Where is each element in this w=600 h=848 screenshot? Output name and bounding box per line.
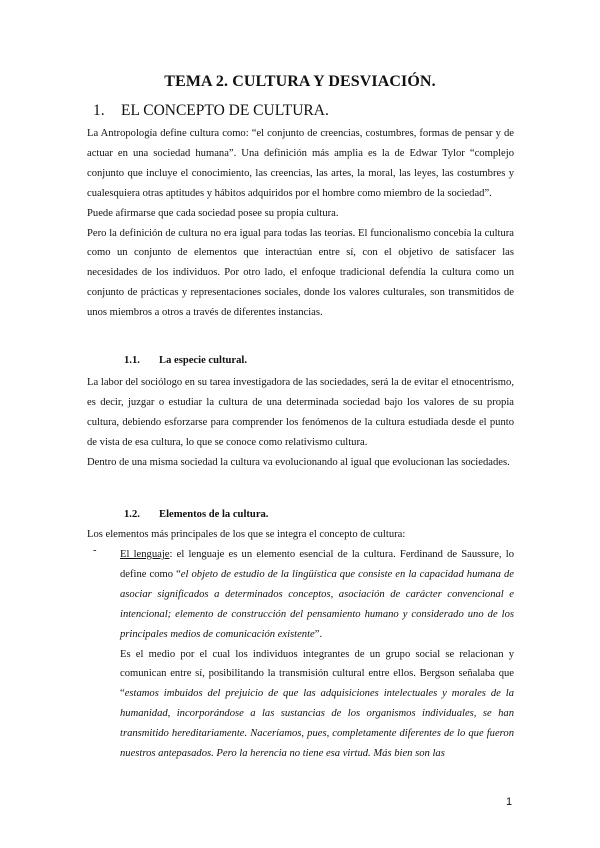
quote: estamos imbuidos del prejuicio de que las adquisiciones intelectuales y morales de la humanidad, incorporándose a las sustancias de los organismos individuales, se han transmitido hereditariamente. Naceríamos, pues, completamente diferentes de lo que fueron nuestros antepasados. Pero la herencia no tiene esa virtud. Más bien son las (120, 688, 514, 760)
paragraph: La Antropología define cultura como: “el conjunto de creencias, costumbres, formas de pensar y de actuar en una sociedad humana”. Una definición más amplia es la de Edwar Tylor “complejo conjunto que incluye el conocimiento, las creencias, las artes, la moral, las leyes, las costumbres y cualesquiera otras aptitudes y hábitos adquiridos por el hombre como miembro de la sociedad”. (87, 128, 514, 199)
section-number: 1. (93, 102, 105, 119)
subsection-number: 1.2. (124, 509, 140, 520)
quote: el objeto de estudio de la lingüística que consiste en la capacidad humana de asociar significados a determinados conceptos, asociación de carácter convencional e intencional; elemento de construcción del pensamiento humano y considerado uno de los principales medios de comunicación existente (120, 568, 514, 640)
page-number: 1 (506, 796, 513, 808)
section-body (87, 124, 514, 323)
list-item-term: El lenguaje (120, 549, 170, 560)
subsection-title: Elementos de la cultura. (159, 509, 269, 520)
paragraph: La labor del sociólogo en su tarea investigadora de las sociedades, será la de evitar el etnocentrismo, es decir, juzgar o estudiar la cultura de una determinada sociedad bajo los valores de su propia cultura, debiendo esforzarse para comprender los fenómenos de la cultura estudiada desde el punto de vista de esa cultura, lo que se conoce como relativismo cultura. (87, 377, 514, 448)
subsection-number: 1.1. (124, 355, 140, 366)
section-title: EL CONCEPTO DE CULTURA. (121, 102, 329, 119)
list-item (120, 545, 514, 764)
list-item-paragraph: El lenguaje: el lenguaje es un elemento esencial de la cultura. Ferdinand de Saussure, lo define como “el objeto de estudio de la lingüística que consiste en la capacidad humana de asociar significados a determinados conceptos, asociación de carácter convencional e intencional; elemento de construcción del pensamiento humano y considerado uno de los principales medios de comunicación existente”. (120, 549, 514, 640)
subsection-intro (87, 525, 514, 545)
document-title: TEMA 2. CULTURA Y DESVIACIÓN. (164, 73, 436, 90)
list-item-paragraph: Es el medio por el cual los individuos integrantes de un grupo social se relacionan y comunican entre sí, posibilitando la transmisión cultural entre ellos. Bergson señalaba que “estamos imbuidos del prejuicio de que las adquisiciones intelectuales y morales de la humanidad, incorporándose a las sustancias de los organismos individuales, se han transmitido hereditariamente. Naceríamos, pues, completamente diferentes de lo que fueron nuestros antepasados. Pero la herencia no tiene esa virtud. Más bien son las (120, 648, 514, 760)
subsection-body (87, 373, 514, 473)
paragraph: Los elementos más principales de los que se integra el concepto de cultura: (87, 529, 406, 540)
paragraph: Pero la definición de cultura no era igual para todas las teorías. El funcionalismo concebía la cultura como un conjunto de elementos que interactúan entre sí, con el objetivo de satisfacer las necesidades de los individuos. Por otro lado, el enfoque tradicional defendía la cultura como un conjunto de prácticas y representaciones sociales, donde los valores culturales, son transmitidos de unos miembros a otros a través de diferentes instancias. (87, 227, 514, 319)
paragraph: Puede afirmarse que cada sociedad posee su propia cultura. (87, 207, 339, 219)
subsection-title: La especie cultural. (159, 355, 247, 366)
paragraph: Dentro de una misma sociedad la cultura va evolucionando al igual que evolucionan las sociedades. (87, 456, 510, 468)
list-bullet: - (93, 545, 97, 556)
